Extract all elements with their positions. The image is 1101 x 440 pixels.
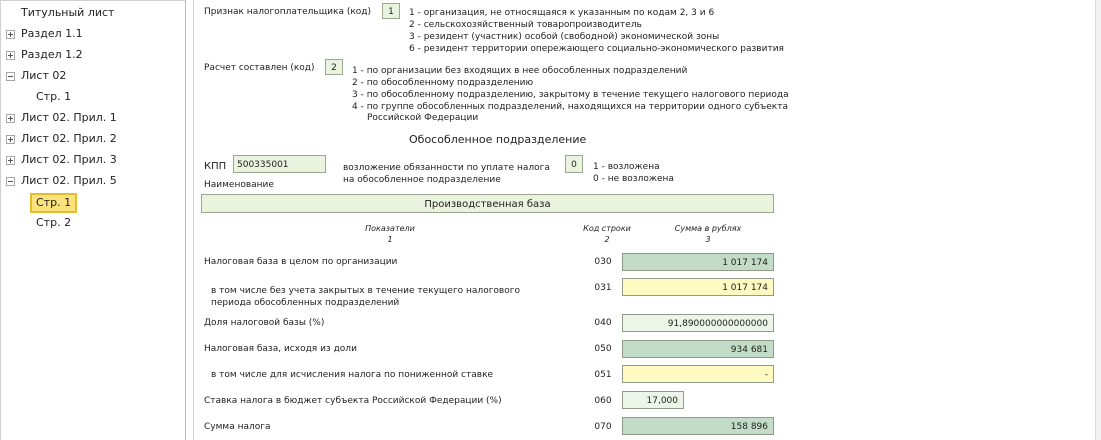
column-title: Сумма в рублях xyxy=(674,224,742,233)
tree-item-label: Лист 02. Прил. 2 xyxy=(21,132,117,145)
tree-item-app-5-page-1[interactable] xyxy=(30,193,77,213)
calc-option: 3 - по обособленному подразделению, закрытому в течение текущего налогового периода xyxy=(352,90,789,100)
column-header-amount xyxy=(660,223,756,245)
kpp-field[interactable]: 500335001 xyxy=(233,155,326,173)
tax-rate-field[interactable]: 17,000 xyxy=(622,391,684,409)
vertical-scrollbar[interactable] xyxy=(1095,0,1101,440)
row-code: 031 xyxy=(594,283,612,293)
tree-item-label: Титульный лист xyxy=(21,6,115,19)
tax-amount-field[interactable]: 158 896 xyxy=(622,417,774,435)
calc-option: 1 - по организации без входящих в нее обособленных подразделений xyxy=(352,66,688,76)
tree-item-sheet-02-app-2[interactable] xyxy=(21,130,117,148)
tree-item-label: Раздел 1.1 xyxy=(21,27,83,40)
column-number: 3 xyxy=(705,235,711,244)
column-header-line-code xyxy=(572,223,642,245)
tree-item-section-1-2[interactable] xyxy=(21,46,83,64)
expand-icon[interactable] xyxy=(6,135,15,144)
tax-base-total-field[interactable]: 1 017 174 xyxy=(622,253,774,271)
tree-item-app-5-page-2[interactable] xyxy=(36,214,71,232)
navigation-tree xyxy=(0,0,186,440)
row-code: 030 xyxy=(594,257,612,267)
taxpayer-option: 6 - резидент территории опережающего социально-экономического развития xyxy=(409,44,784,54)
duty-option: 1 - возложена xyxy=(593,162,660,172)
row-label: в том числе без учета закрытых в течение текущего налогового xyxy=(211,286,520,296)
subdivision-title: Обособленное подразделение xyxy=(409,133,587,146)
tree-item-label: Стр. 2 xyxy=(36,216,72,229)
tree-item-title-sheet[interactable] xyxy=(21,4,114,22)
tree-item-sheet-02-app-3[interactable] xyxy=(21,151,117,169)
duty-label: на обособленное подразделение xyxy=(343,175,501,185)
tree-item-sheet-02-app-1[interactable] xyxy=(21,109,117,127)
row-label: Налоговая база, исходя из доли xyxy=(204,344,357,354)
calc-option: Российской Федерации xyxy=(367,113,479,123)
production-base-header: Производственная база xyxy=(201,194,774,213)
row-label: Сумма налога xyxy=(204,422,271,432)
row-label: в том числе для исчисления налога по пониженной ставке xyxy=(211,370,494,380)
row-code: 060 xyxy=(594,396,612,406)
calc-option: 2 - по обособленному подразделению xyxy=(352,78,534,88)
name-label: Наименование xyxy=(204,180,274,190)
tax-base-by-share-field[interactable]: 934 681 xyxy=(622,340,774,358)
row-label: Налоговая база в целом по организации xyxy=(204,257,398,267)
column-number: 2 xyxy=(604,235,610,244)
tree-item-sheet-02-page-1[interactable] xyxy=(36,88,71,106)
taxpayer-option: 2 - сельскохозяйственный товаропроизводитель xyxy=(409,20,642,30)
tax-base-excluding-closed-field[interactable]: 1 017 174 xyxy=(622,278,774,296)
kpp-label: КПП xyxy=(204,161,227,172)
expand-icon[interactable] xyxy=(6,51,15,60)
row-label: Ставка налога в бюджет субъекта Российской Федерации (%) xyxy=(204,396,502,406)
taxpayer-option: 3 - резидент (участник) особой (свободной) экономической зоны xyxy=(409,32,720,42)
tree-item-label: Стр. 1 xyxy=(36,196,72,209)
expand-icon[interactable] xyxy=(6,30,15,39)
duty-label: возложение обязанности по уплате налога xyxy=(343,163,550,173)
expand-icon[interactable] xyxy=(6,114,15,123)
collapse-icon[interactable] xyxy=(6,72,15,81)
column-title: Код строки xyxy=(583,224,631,233)
row-code: 070 xyxy=(594,422,612,432)
taxpayer-code-label: Признак налогоплательщика (код) xyxy=(204,7,372,17)
tree-item-label: Лист 02. Прил. 5 xyxy=(21,174,117,187)
column-title: Показатели xyxy=(365,224,415,233)
row-label: Доля налоговой базы (%) xyxy=(204,318,325,328)
calc-code-field[interactable]: 2 xyxy=(325,59,343,75)
tree-item-sheet-02-app-5[interactable] xyxy=(21,172,117,190)
tree-item-label: Лист 02. Прил. 3 xyxy=(21,153,117,166)
reduced-rate-base-field[interactable]: - xyxy=(622,365,774,383)
calc-code-label: Расчет составлен (код) xyxy=(204,63,315,73)
row-label-continued: периода обособленных подразделений xyxy=(211,298,400,308)
tree-item-sheet-02[interactable] xyxy=(21,67,66,85)
tree-item-label: Лист 02. Прил. 1 xyxy=(21,111,117,124)
duty-option: 0 - не возложена xyxy=(593,174,674,184)
row-code: 050 xyxy=(594,344,612,354)
column-header-indicators xyxy=(300,223,480,245)
taxpayer-code-field[interactable]: 1 xyxy=(382,3,400,19)
taxpayer-option: 1 - организация, не относящаяся к указанным по кодам 2, 3 и 6 xyxy=(409,8,715,18)
column-number: 1 xyxy=(387,235,393,244)
tree-item-label: Лист 02 xyxy=(21,69,67,82)
expand-icon[interactable] xyxy=(6,156,15,165)
duty-code-field[interactable]: 0 xyxy=(565,155,583,173)
calc-option: 4 - по группе обособленных подразделений, находящихся на территории одного субъекта xyxy=(352,102,788,112)
collapse-icon[interactable] xyxy=(6,177,15,186)
tree-item-label: Раздел 1.2 xyxy=(21,48,83,61)
tree-item-section-1-1[interactable] xyxy=(21,25,83,43)
row-code: 051 xyxy=(594,370,612,380)
tree-item-label: Стр. 1 xyxy=(36,90,72,103)
tax-base-share-field[interactable]: 91,890000000000000 xyxy=(622,314,774,332)
row-code: 040 xyxy=(594,318,612,328)
panel-divider[interactable] xyxy=(193,0,194,440)
